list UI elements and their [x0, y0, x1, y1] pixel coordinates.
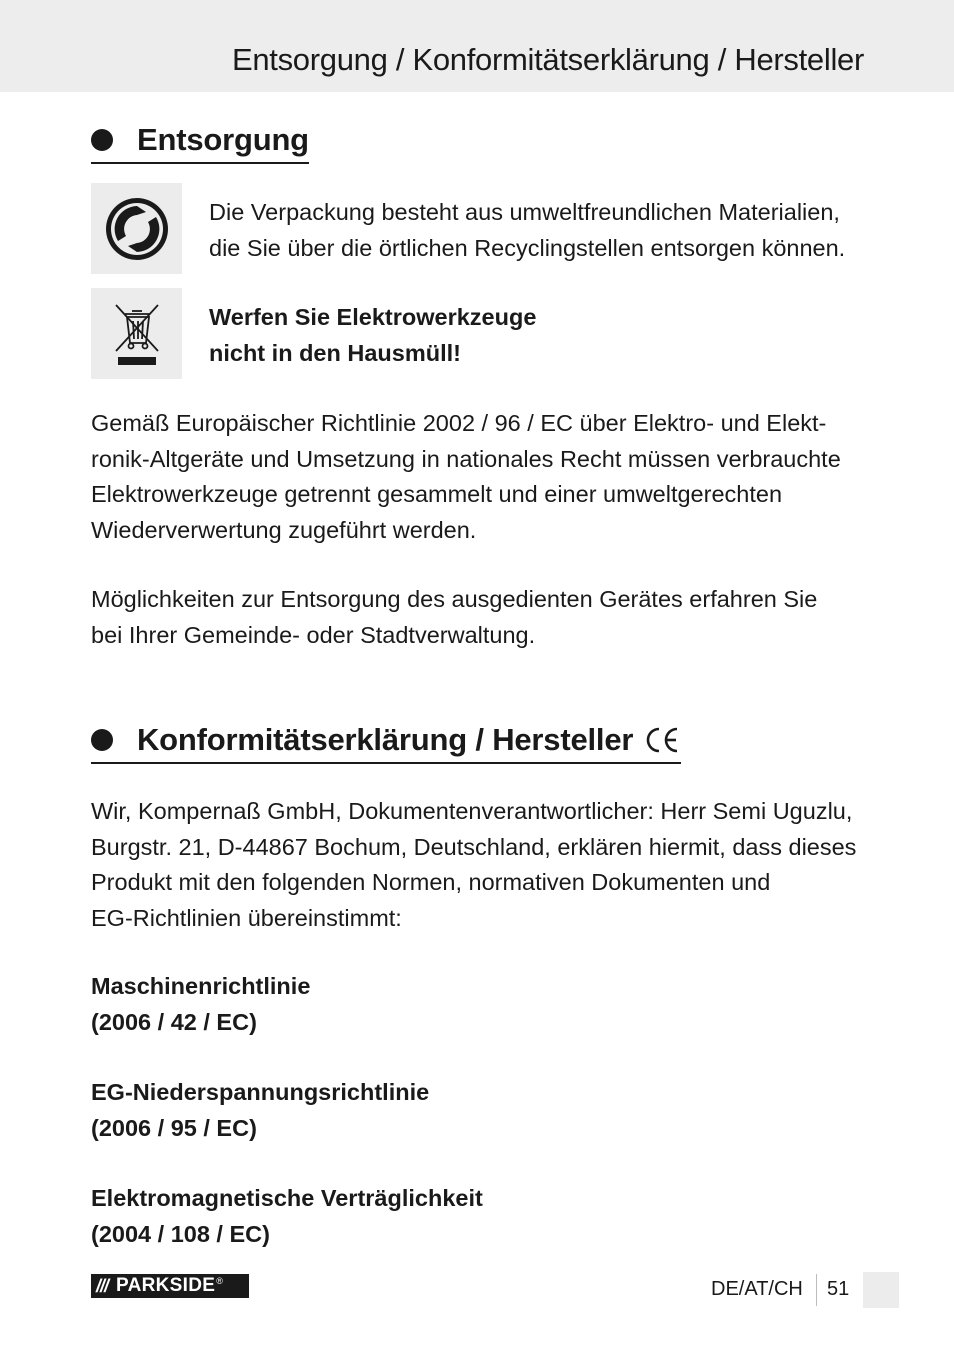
recycling-icon-box [91, 183, 182, 274]
parkside-logo [91, 1274, 249, 1298]
bullet-icon [91, 729, 113, 751]
weee-warning-line: nicht in den Hausmüll! [209, 339, 461, 366]
weee-icon-box [91, 288, 182, 379]
footer-divider [816, 1274, 817, 1306]
directive-code: (2004 / 108 / EC) [91, 1220, 270, 1247]
paragraph-line: Wir, Kompernaß GmbH, Dokumentenverantwortlicher: Herr Semi Uguzlu, [91, 798, 853, 824]
page-number: 51 [827, 1278, 850, 1300]
paragraph-line: Wiederverwertung zugeführt werden. [91, 516, 477, 543]
section-heading-konformitaet [91, 722, 681, 764]
conformity-intro [91, 794, 871, 936]
section-heading-entsorgung [91, 122, 309, 164]
directive-name: Elektromagnetische Verträglichkeit [91, 1185, 483, 1211]
paragraph-line: Produkt mit den folgenden Normen, normativen Dokumenten und [91, 869, 771, 895]
directive-code: (2006 / 42 / EC) [91, 1008, 257, 1035]
paragraph-line: Burgstr. 21, D-44867 Bochum, Deutschland, erklären hiermit, dass dieses [91, 833, 857, 860]
directive-emc [91, 1181, 871, 1252]
directive-code: (2006 / 95 / EC) [91, 1114, 257, 1141]
weee-warning-line: Werfen Sie Elektrowerkzeuge [209, 304, 537, 330]
disposal-paragraph-directive [91, 406, 871, 548]
weee-warning-text [209, 300, 879, 371]
directive-low-voltage [91, 1075, 871, 1146]
directive-name: Maschinenrichtlinie [91, 973, 311, 999]
crossed-out-wheelie-bin-icon [110, 299, 164, 369]
recycling-text-line: die Sie über die örtlichen Recyclingstellen entsorgen können. [209, 234, 846, 261]
paragraph-line: Gemäß Europäischer Richtlinie 2002 / 96 / EC über Elektro- und Elekt- [91, 410, 827, 436]
footer-corner-box [863, 1272, 899, 1308]
logo-brand: PARKSIDE [116, 1275, 216, 1296]
logo-slashes: /// [96, 1275, 109, 1296]
logo-registered: ® [216, 1276, 223, 1286]
green-dot-recycling-icon [104, 196, 170, 262]
footer-language: DE/AT/CH [711, 1278, 803, 1300]
page-header-title: Entsorgung / Konformitätserklärung / Hersteller [231, 42, 864, 77]
recycling-text [209, 195, 879, 266]
ce-mark-icon [643, 725, 681, 755]
paragraph-line: bei Ihrer Gemeinde- oder Stadtverwaltung. [91, 621, 536, 648]
paragraph-line: ronik-Altgeräte und Umsetzung in nationales Recht müssen verbrauchte [91, 445, 841, 472]
disposal-paragraph-municipality [91, 582, 871, 653]
section-title-entsorgung: Entsorgung [137, 122, 309, 157]
bullet-icon [91, 129, 113, 151]
recycling-text-line: Die Verpackung besteht aus umweltfreundlichen Materialien, [209, 199, 840, 225]
paragraph-line: Elektrowerkzeuge getrennt gesammelt und einer umweltgerechten [91, 481, 783, 507]
directive-name: EG-Niederspannungsrichtlinie [91, 1079, 430, 1105]
paragraph-line: EG-Richtlinien übereinstimmt: [91, 904, 402, 931]
directive-machinery [91, 969, 871, 1040]
paragraph-line: Möglichkeiten zur Entsorgung des ausgedienten Gerätes erfahren Sie [91, 586, 818, 612]
section-title-konformitaet: Konformitätserklärung / Hersteller [137, 722, 634, 757]
